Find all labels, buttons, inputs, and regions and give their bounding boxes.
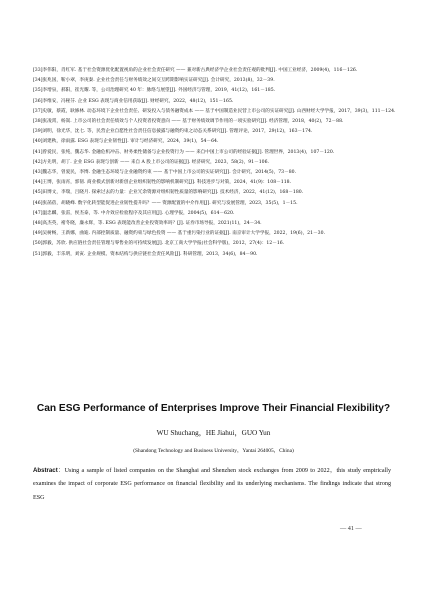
reference-item: [44]王博，张雨宵，郭韧. 商业模式创新对新创企业组织韧性的影响机制研究[J]. 科技进步与对策，2024，41(9)：108－118. — [33, 180, 292, 186]
reference-item: [49]吴树畅，王新娜，曲迪. 内部控制质量、融资约束与绿色投资 —— 基于重污染行业的证据[J]. 南京审计大学学报，2022，19(6)，21－30. — [33, 231, 326, 237]
reference-item: [42]方先明，胡丁. 企业 ESG 表现与创新 —— 来自 A 股上市公司的证据[J]. 经济研究，2023，58(2)，91－106. — [33, 159, 270, 165]
reference-item: [39]刘明，徐光华，沈七. 等，民营企业自愿性社会责任信息披露与融资约束之动态关系研究[J]. 管理评论，2017，29(12)，163－174. — [33, 129, 313, 135]
reference-item: [34]张兆国，靳小翠，李庚秦. 企业社会责任与财务绩效之间交互跨期影响实证研究[J]. 会计研究，2013(8)，32－39. — [33, 78, 275, 84]
reference-item: [36]李维安，冯秘芬. 企业 ESG 表现与商业信用获取[J]. 财经研究，2022，48(12)，151－165. — [33, 98, 234, 104]
paper-authors: WU Shuchang，HE Jiahui，GUO Yun — [156, 429, 271, 437]
reference-item: [47]温忠麟，张雷，侯杰泰，等. 中介效应检验程序及其应用[J]. 心理学报，2004(5)，614－620. — [33, 210, 235, 216]
reference-item: [38]张凌霄，杨嵩. 上市公司的社会责任绩效与个人投资者投资意向 —— 基于财务绩效调节作用的一项实验研究[J]. 经济管理，2018，40(2)，72－88. — [33, 119, 344, 125]
reference-item: [41]曾爱民，张纯，魏志华. 金融危机冲击、财务柔性储备与企业投资行为 —— 来自中国上市公司的经验证据[J]. 管理世界，2013(4)，107－120. — [33, 149, 335, 155]
reference-item: [45]田博文，李瑞，吕晓月. 探索过去的力量：企业冗余资源对组织韧性质量的影响研究[J]. 技术经济，2022，41(12)，168－180. — [33, 190, 304, 196]
paper-affiliation: (Shandong Technology and Business University，Yantai 264005，China) — [133, 448, 294, 454]
reference-item: [48]高杰英，褚冬晓，廉永辉，等. ESG 表现能改善企业投资效率吗？[J]. 证券市场导报，2021(11)，24－34. — [33, 221, 262, 227]
abstract-label: Abstract — [33, 467, 58, 474]
reference-item: [37]史敏，蔡霞，耿修林. 动态环境下企业社会责任、研发投入与债务融资成本 —— 基于中国制造业民营上市公司的实证研究[J]. 山西财经大学学报，2017，39(3)，111－124. — [33, 108, 396, 114]
reference-item: [51]郭毅，丰乐明，刘寅. 企业规模、资本结构与供应链社会责任风险[J]. 科研管理，2013，34(6)，84－90. — [33, 251, 258, 257]
reference-item: [43]魏志华，曾爱民，李博. 金融生态环境与企业融资约束 —— 基于中国上市公司的实证研究[J]. 会计研究，2014(5)，73－80. — [33, 170, 297, 176]
reference-item: [40]刘建秋，徐雨露. ESG 表现与企业韧性[J]. 审计与经济研究，2024，39(1)，54－64. — [33, 139, 219, 145]
reference-list — [33, 66, 397, 260]
page-number: — 41 — — [340, 525, 362, 532]
reference-item: [33]李伟阳，肖红军. 基于社会资源优化配置视角的企业社会责任研究 —— 兼对新古典经济学企业社会责任观的批判[J]. 中国工业经济，2009(4)，116－126. — [33, 68, 358, 73]
abstract-text: ：Using a sample of listed companies on the Shanghai and Shenzhen stock exchanges from 2009 to 2022，this study empirically examines the impact of corporate ESG performance on financial flexibility and its underlying mechanisms. The findings indicate that strong ESG — [33, 468, 391, 501]
abstract-paragraph — [33, 464, 391, 505]
reference-item: [46]张菡蓓，胡晓峰. 数字化转型能促进企业韧性提升吗？—— 资源配置的中介作用[J]. 研究与发展管理，2023，35(5)，1－15. — [33, 200, 298, 206]
reference-item: [50]郭毅，苏欣. 供应链社会责任管理与零售业的可持续发展[J]. 北京工商大学学报(社会科学版)，2012，27(4)：12－16. — [33, 241, 285, 247]
reference-item: [35]李增泉，郝阳，崔光耀. 等，公司治理研究 40 年：脉络与展望[J]. 外国经济与管理，2019，41(12)，161－185. — [33, 88, 276, 94]
paper-title: Can ESG Performance of Enterprises Improve Their Financial Flexibility? — [36, 403, 391, 414]
